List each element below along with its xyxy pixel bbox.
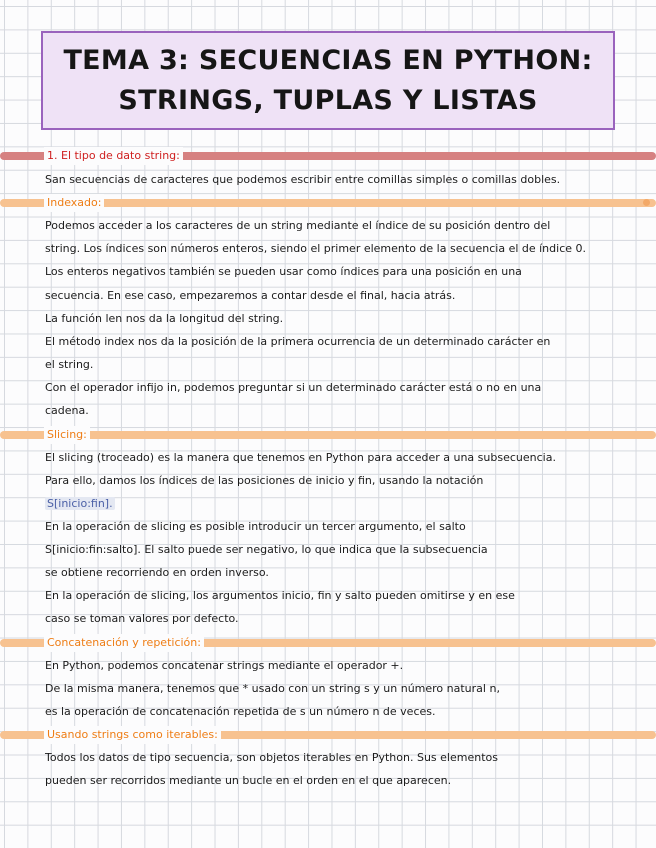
- text-line: El slicing (troceado) es la manera que tenemos en Python para acceder a una subsecuencia.: [45, 451, 556, 464]
- text-line: En Python, podemos concatenar strings mediante el operador +.: [45, 659, 404, 672]
- text-line: caso se toman valores por defecto.: [45, 612, 239, 625]
- text-line: En la operación de slicing es posible introducir un tercer argumento, el salto: [45, 520, 466, 533]
- text-line: string. Los índices son números enteros, siendo el primer elemento de la secuencia el de índice 0.: [45, 242, 587, 255]
- text-line: es la operación de concatenación repetida de s un número n de veces.: [45, 705, 436, 718]
- title-line-2: STRINGS, TUPLAS Y LISTAS: [118, 84, 538, 116]
- heading-concat: Concatenación y repetición:: [44, 634, 204, 652]
- text-line: cadena.: [45, 404, 89, 417]
- text-line: Con el operador infijo in, podemos preguntar si un determinado carácter está o no en una: [45, 381, 542, 394]
- code-snippet: S[inicio:fin].: [47, 497, 113, 510]
- text-line: La función len nos da la longitud del string.: [45, 312, 284, 325]
- text-line: Todos los datos de tipo secuencia, son objetos iterables en Python. Sus elementos: [45, 751, 498, 764]
- text-line: S[inicio:fin:salto]. El salto puede ser negativo, lo que indica que la subsecuencia: [45, 543, 488, 556]
- heading-string: 1. El tipo de dato string:: [44, 147, 183, 165]
- text-line: pueden ser recorridos mediante un bucle en el orden en el que aparecen.: [45, 774, 452, 787]
- text-line: En la operación de slicing, los argumentos inicio, fin y salto pueden omitirse y en ese: [45, 589, 515, 602]
- bar-end-dot: [643, 199, 650, 206]
- heading-bar-slicing: [0, 431, 656, 439]
- text-line: El método index nos da la posición de la primera ocurrencia de un determinado carácter en: [45, 335, 551, 348]
- heading-indexado: Indexado:: [44, 194, 104, 212]
- text-line: Podemos acceder a los caracteres de un string mediante el índice de su posición dentro del: [45, 219, 551, 232]
- text-line: De la misma manera, tenemos que * usado con un string s y un número natural n,: [45, 682, 500, 695]
- heading-slicing: Slicing:: [44, 426, 90, 444]
- title-line-1: TEMA 3: SECUENCIAS EN PYTHON:: [63, 44, 593, 76]
- text-line: el string.: [45, 358, 94, 371]
- text-line: Para ello, damos los índices de las posiciones de inicio y fin, usando la notación: [45, 474, 484, 487]
- text-line: se obtiene recorriendo en orden inverso.: [45, 566, 269, 579]
- text-line: San secuencias de caracteres que podemos escribir entre comillas simples o comillas dobles.: [45, 173, 561, 186]
- heading-iterables: Usando strings como iterables:: [44, 726, 221, 744]
- text-line: Los enteros negativos también se pueden usar como índices para una posición en una: [45, 265, 522, 278]
- title-box: [41, 31, 615, 130]
- text-line: secuencia. En ese caso, empezaremos a contar desde el final, hacia atrás.: [45, 289, 456, 302]
- code-line: [45, 493, 115, 515]
